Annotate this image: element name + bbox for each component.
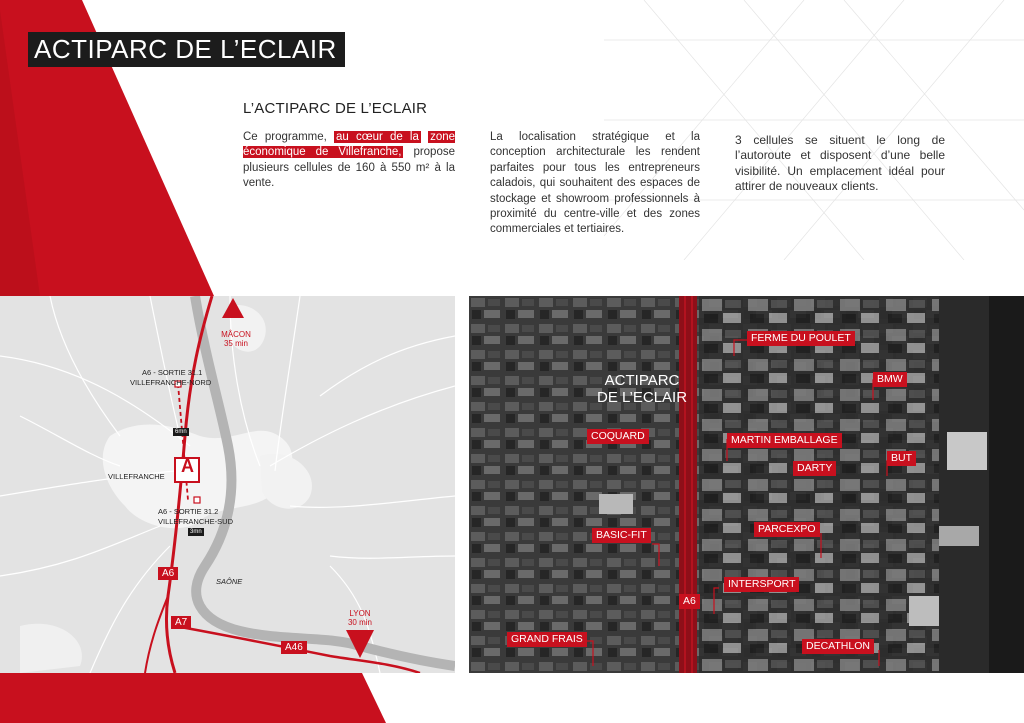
a6-road-label: A6 [679, 594, 700, 609]
site-marker-letter: A [181, 456, 194, 476]
macon-name: MÂCON [221, 330, 251, 339]
road-a6-label: A6 [158, 567, 178, 580]
poi-but: BUT [887, 451, 916, 466]
road-a46-label: A46 [281, 641, 307, 654]
poi-bmw: BMW [873, 372, 907, 387]
road-a7-label: A7 [171, 616, 191, 629]
intro-column-3: 3 cellules se situent le long de l’autoroute et disposent d’une belle visibilité. Un emplacement idéal pour attirer de nouveaux clients. [735, 133, 945, 194]
col1-highlight-2: zone économique de Villefranche, [243, 131, 455, 159]
intro-column-1 [243, 130, 455, 192]
location-map [0, 296, 455, 673]
villefranche-label: VILLEFRANCHE [108, 472, 165, 481]
exit-north-line1: A6 - SORTIE 31.1 [142, 368, 203, 377]
exit-south-line1: A6 - SORTIE 31.2 [158, 507, 219, 516]
time-south: 3mn [190, 529, 202, 535]
aerial-photo [469, 296, 1024, 673]
intro-column-2: La localisation stratégique et la conception architecturale les rendent parfaites pour tous les entrepreneurs caladois, qui souhaitent des espaces de stockage et showroom professionnels à proximité du centre-ville et des zones commerciales et tertiaires. [490, 131, 700, 236]
poi-parcexpo: PARCEXPO [754, 522, 820, 537]
poi-ferme-du-poulet: FERME DU POULET [747, 331, 855, 346]
col1-highlight-1: au cœur de la [336, 131, 419, 143]
aerial-map [469, 296, 1024, 673]
poi-grand-frais: GRAND FRAIS [507, 632, 587, 647]
page-title: ACTIPARC DE L’ECLAIR [28, 32, 345, 67]
location-map-graphic [0, 296, 455, 673]
poi-coquard: COQUARD [587, 429, 649, 444]
actiparc-label-line2: DE L’ECLAIR [597, 389, 688, 406]
col1-end: propose plusieurs cellules de 160 à 550 m² à la vente. [243, 146, 455, 190]
exit-north-line2: VILLEFRANCHE-NORD [130, 378, 212, 387]
bottom-red-band [0, 673, 1024, 723]
macon-time: 35 min [223, 339, 248, 348]
time-north: 6mn [175, 429, 187, 435]
poi-darty: DARTY [793, 461, 836, 476]
col1-start: Ce programme, [243, 131, 327, 143]
poi-decathlon: DECATHLON [802, 639, 874, 654]
lyon-name: LYON [349, 609, 371, 618]
lyon-time: 30 min [347, 618, 372, 627]
lyon-label [338, 609, 382, 627]
macon-label [216, 330, 256, 348]
actiparc-label-line1: ACTIPARC [604, 372, 680, 389]
section-subtitle: L’ACTIPARC DE L’ECLAIR [243, 100, 428, 117]
poi-intersport: INTERSPORT [724, 577, 799, 592]
saone-label: SAÔNE [216, 577, 243, 586]
poi-martin-emballage: MARTIN EMBALLAGE [727, 433, 842, 448]
actiparc-site-label [597, 372, 687, 406]
poi-basic-fit: BASIC-FIT [592, 528, 651, 543]
exit-south-line2: VILLEFRANCHE-SUD [158, 517, 234, 526]
